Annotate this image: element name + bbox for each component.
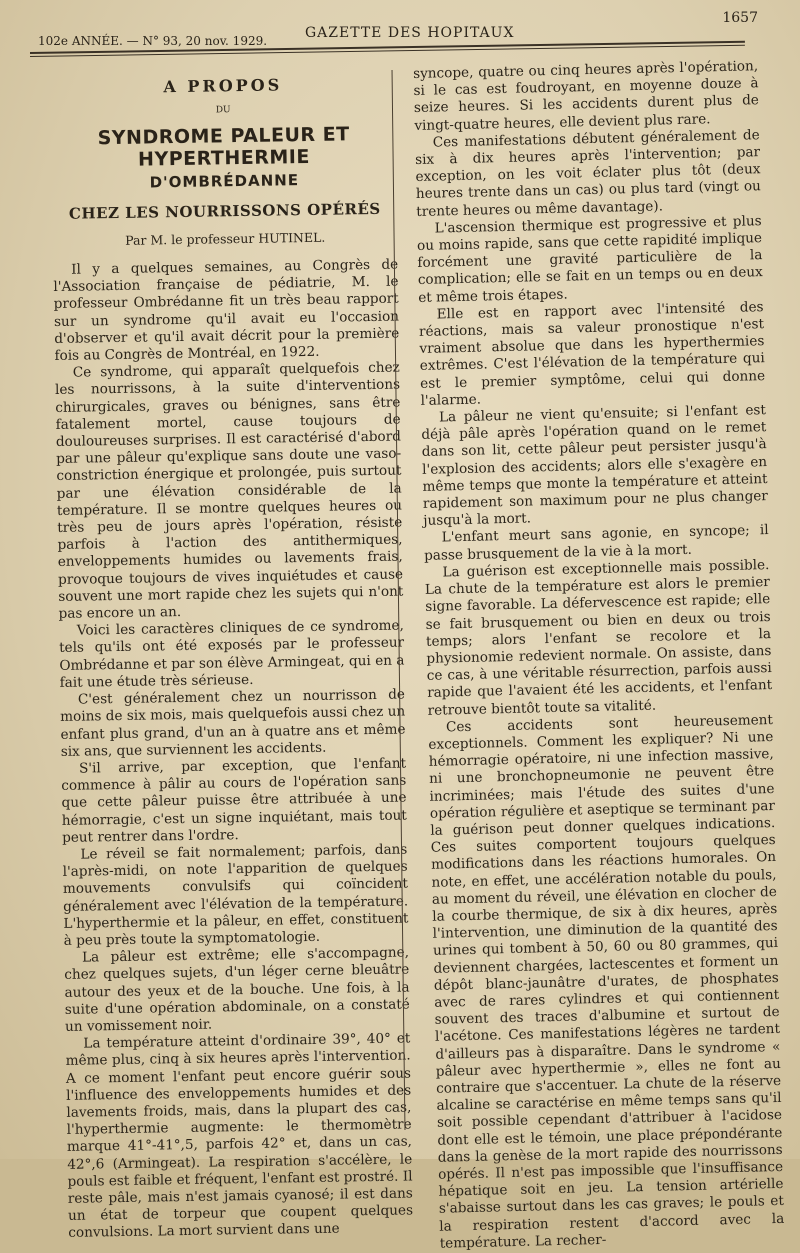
article-subtitle: CHEZ LES NOURRISSONS OPÉRÉS bbox=[68, 199, 381, 223]
article-kicker-sub: DU bbox=[215, 105, 231, 116]
article-title: SYNDROME PALEUR ET HYPERTHERMIE bbox=[97, 123, 350, 172]
paragraph: L'ascension thermique est progressive et plus ou moins rapide, sans que cette rapidité implique forcément une gravité particulière de la complication; elle se fait en un temps ou en deux et même trois étapes. bbox=[416, 212, 763, 306]
paragraph: La température atteint d'ordinaire 39°, 40° et même plus, cinq à six heures après l'intervention. A ce moment l'enfant peut encore guérir sous l'influence des enveloppements humides et des lavements froids, mais, dans la plupart des cas, l'hyperthermie augmente: le thermomètre marque 41°-41°,5, parfois 42° et, dans un cas, 42°,6 (Armingeat). La respiration s'accélère, le pouls est faible et fréquent, l'enfant est prostré. Il reste pâle, mais n'est jamais cyanosé; il est dans un état de torpeur que coupent quelques convulsions. La mort survient dans une bbox=[65, 1030, 414, 1242]
paragraph: L'enfant meurt sans agonie, en syncope; il passe brusquement de la vie à la mort. bbox=[423, 522, 769, 564]
article-title-line2: D'OMBRÉDANNE bbox=[149, 171, 300, 192]
page-number: 1657 bbox=[722, 10, 758, 26]
left-column bbox=[50, 61, 413, 1243]
paragraph: S'il arrive, par exception, que l'enfant commence à pâlir au cours de l'opération sans que cette pâleur puisse être attribuée à une hémorragie, c'est un signe inquiétant, mais tout peut rentrer dans l'ordre. bbox=[61, 755, 407, 846]
paragraph: Elle est en rapport avec l'intensité des réactions, mais sa valeur pronostique n'est vraiment absolue que dans les hyperthermies extrêmes. C'est l'élévation de la température qui est le premier symptôme, celui qui donne l'alarme. bbox=[418, 298, 766, 409]
paragraph: La pâleur ne vient qu'ensuite; si l'enfant est déjà pâle après l'opération quand on le remet dans son lit, cette pâleur peut persister jusqu'à l'explosion des accidents; alors elle s'exagère en même temps que monte la température et atteint rapidement son maximum pour ne plus changer jusqu'à la mort. bbox=[421, 402, 769, 530]
paragraph: Le réveil se fait normalement; parfois, dans l'après-midi, on note l'apparition de quelques mouvements convulsifs qui coïncident généralement avec l'élévation de la température. L'hyperthermie et la pâleur, en effet, constituent à peu près toute la symptomatologie. bbox=[62, 841, 409, 949]
paragraph: La pâleur est extrême; elle s'accompagne, chez quelques sujets, d'un léger cerne bleuâtre autour des yeux et de la bouche. Une fois, à la suite d'une opération abdominale, on a constaté un vomissement noir. bbox=[64, 944, 410, 1035]
paragraph: syncope, quatre ou cinq heures après l'opération, si le cas est foudroyant, en moyenne douze à seize heures. Si les accidents durent plus de vingt-quatre heures, elle devient plus rare. bbox=[413, 58, 760, 134]
paragraph: C'est généralement chez un nourrisson de moins de six mois, mais quelquefois aussi chez un enfant plus grand, d'un an à quatre ans et même six ans, que surviennent les accidents. bbox=[60, 686, 406, 760]
journal-name: GAZETTE DES HOPITAUX bbox=[305, 25, 515, 41]
issue-info: 102e ANNÉE. — N° 93, 20 nov. 1929. bbox=[38, 34, 268, 48]
article-author: Par M. le professeur HUTINEL. bbox=[125, 229, 326, 248]
paragraph: Ce syndrome, qui apparaît quelquefois chez les nourrissons, à la suite d'interventions chirurgicales, graves ou bénignes, sans être fatalement mortel, cause toujours de douloureuses surprises. Il est caractérisé d'abord par une pâleur qu'explique sans doute une vaso-constriction énergique et prolongée, puis surtout par une élévation considérable de la température. Il se montre quelques heures ou très peu de jours après l'opération, résiste parfois à l'action des antithermiques, enveloppements humides ou lavements frais, provoque toujours de vives inquiétudes et cause souvent une mort rapide chez les sujets qui n'ont pas encore un an. bbox=[54, 359, 404, 623]
right-column bbox=[413, 58, 785, 1253]
paragraph: Ces manifestations débutent généralement de six à dix heures après l'intervention; par exception, on les voit éclater plus tôt (deux heures trente dans un cas) ou plus tard (vingt ou trente heures ou même davantage). bbox=[414, 126, 762, 220]
paragraph: Il y a quelques semaines, au Congrès de l'Association française de pédiatrie, M. le professeur Ombrédanne fit un très beau rapport sur un syndrome qu'il avait eu l'occasion d'observer et qu'il avait décrit pour la première fois au Congrès de Montréal, en 1922. bbox=[53, 256, 400, 364]
paragraph: Ces accidents sont heureusement exceptionnels. Comment les expliquer? Ni une hémorragie opératoire, ni une infection massive, ni une bronchopneumonie ne peuvent être incriminées; mais l'étude des suites d'une opération régulière et aseptique se terminant par la guérison peut donner quelques indications. Ces suites comportent toujours quelques modifications dans les réactions humorales. On note, en effet, une accélération notable du pouls, au moment du réveil, une élévation en clocher de la courbe thermique, de six à dix heures, après l'intervention, une diminution de la quantité des urines qui tombent à 50, 60 ou 80 grammes, qui deviennent chargées, lactescentes et forment un dépôt blanc-jaunâtre d'urates, de phosphates avec de rares cylindres et qui contiennent souvent des traces d'albumine et surtout de l'acétone. Ces manifestations légères ne tardent d'ailleurs pas à disparaître. Dans le syndrome « pâleur avec hyperthermie », elles ne font au contraire que s'accentuer. La chute de la réserve alcaline se caractérise en même temps sans qu'il soit possible cependant d'attribuer à l'acidose dont elle est le témoin, une place prépondérante dans la genèse de la mort rapide des nourrissons opérés. Il n'est pas impossible que l'insuffisance hépatique soit en jeu. La tension artérielle s'abaisse surtout dans les cas graves; le pouls et la respiration restent d'accord avec la température. La recher- bbox=[428, 711, 785, 1252]
article-kicker: A PROPOS bbox=[163, 75, 283, 97]
paragraph: Voici les caractères cliniques de ce syndrome, tels qu'ils ont été exposés par le professeur Ombrédanne et par son élève Armingeat, qui en a fait une étude très sérieuse. bbox=[59, 617, 405, 691]
paragraph: La guérison est exceptionnelle mais possible. La chute de la température est alors le premier signe favorable. La défervescence est rapide; elle se fait brusquement ou bien en deux ou trois temps; alors l'enfant se recolore et la physionomie redevient normale. On assiste, dans ce cas, à une véritable résurrection, parfois aussi rapide que l'avaient été les accidents, et l'enfant retrouve bientôt toute sa vitalité. bbox=[424, 556, 773, 719]
